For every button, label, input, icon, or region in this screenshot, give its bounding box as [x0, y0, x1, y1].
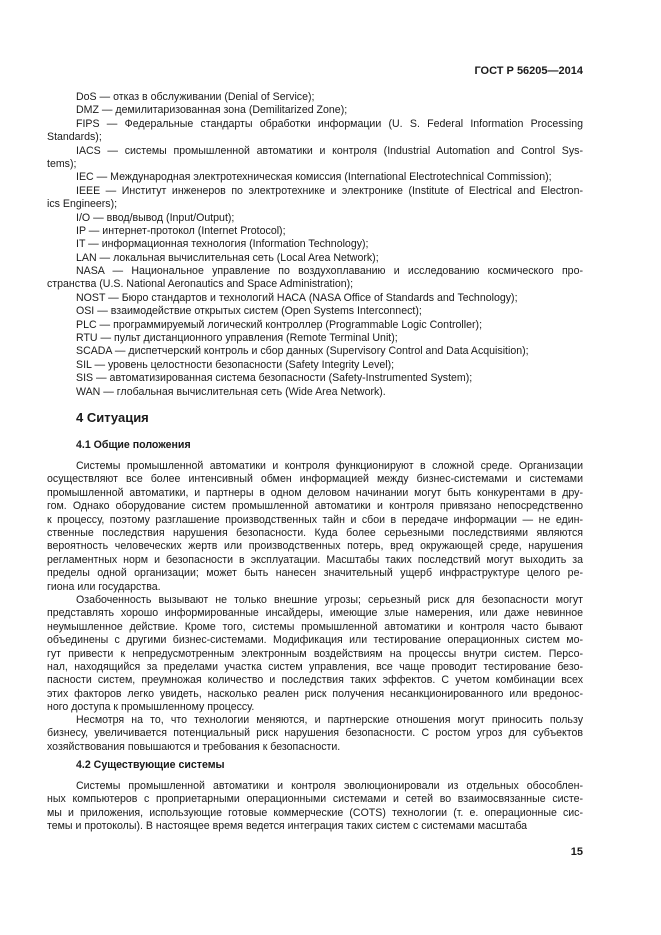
text-line: пределы одной организации; может быть нанесен значительный ущерб инфраструктуре целого ре-: [47, 567, 583, 580]
text-line: неумышленное действие. Кроме того, системы промышленной автоматики и контроля часто бывают: [47, 620, 583, 633]
text-line: гут привести к непредусмотренным электронным воздействиям на процессы внутри систем. Персо-: [47, 647, 583, 660]
paragraph-text: [47, 780, 583, 834]
abbreviation-entry: [47, 212, 583, 225]
abbreviation-entry: [47, 319, 583, 332]
text-line: гиона или государства.: [47, 580, 161, 593]
abbreviation-entry: [47, 265, 583, 292]
paragraph: [47, 714, 583, 754]
text-line: Системы промышленной автоматики и контроля эволюционировали из отдельных обособлен-: [76, 780, 583, 792]
abbreviation-entry: [47, 238, 583, 251]
paragraph: [47, 460, 583, 594]
paragraph-text: [47, 460, 583, 594]
abbreviation-list: [47, 91, 583, 399]
abbreviation-entry: [47, 145, 583, 172]
text-line: объединены с другими бизнес-системами. Модификация или тестирование операционных систем мо-: [47, 634, 583, 647]
text-line: DMZ — демилитаризованная зона (Demilitarized Zone);: [76, 104, 348, 117]
text-line: SIL — уровень целостности безопасности (Safety Integrity Level);: [76, 358, 395, 371]
text-line: странства (U.S. National Aeronautics and Space Administration);: [47, 278, 354, 291]
text-line: RTU — пульт дистанционного управления (Remote Terminal Unit);: [76, 332, 398, 345]
paragraph: [47, 780, 583, 834]
text-line: I/O — ввод/вывод (Input/Output);: [76, 211, 235, 224]
text-line: хозяйствования повышаются и требования к безопасности.: [47, 740, 341, 753]
abbreviation-entry: [47, 104, 583, 117]
text-line: Несмотря на то, что технологии меняются, и партнерские отношения могут приносить пользу: [76, 714, 583, 726]
text-line: промышленной автоматики, и партнеры в одном деловом начинании могут быть конкурентами в дру-: [47, 486, 583, 499]
text-line: Озабоченность вызывают не только внешние угрозы; серьезный риск для безопасности могут: [76, 594, 583, 606]
abbreviation-entry: [47, 91, 583, 104]
text-line: NASA — Национальное управление по воздухоплаванию и исследованию космического про-: [76, 265, 583, 278]
text-line: SIS — автоматизированная система безопасности (Safety-Instrumented System);: [76, 372, 473, 385]
abbreviation-entry: [47, 372, 583, 385]
abbreviation-entry: [47, 118, 583, 145]
subsection-heading-4-2: 4.2 Существующие системы: [76, 759, 225, 771]
abbreviation-entry: [47, 386, 583, 399]
text-line: регламентных норм и безопасности в эксплуатации. Масштабы таких последствий могут выходить за: [47, 553, 583, 566]
abbreviation-entry: [47, 225, 583, 238]
text-line: представлять хорошо информированные инсайдеры, имеющие злые намерения, или даже невинное: [47, 607, 583, 620]
text-line: вероятность человеческих жертв или производственных потерь, вред окружающей среде, нарушения: [47, 540, 583, 553]
text-line: ного доступа к промышленному процессу.: [47, 701, 255, 714]
paragraph-text: [47, 714, 583, 754]
abbreviation-entry: [47, 292, 583, 305]
abbreviation-entry: [47, 359, 583, 372]
text-line: LAN — локальная вычислительная сеть (Local Area Network);: [76, 251, 379, 264]
abbreviation-entry: [47, 185, 583, 212]
text-line: гом. Однако оборудование систем промышленной автоматики и контроля привязано непосредственно: [47, 500, 583, 513]
text-line: SCADA — диспетчерский контроль и сбор данных (Supervisory Control and Data Acquisition);: [76, 345, 529, 358]
text-line: IEEE — Институт инженеров по электротехнике и электронике (Institute of Electrical and Electron-: [76, 184, 583, 197]
text-line: ных компьютеров с проприетарными операционными системами и сетей во взаимосвязанные систе-: [47, 793, 583, 806]
text-line: к процессу, поэтому разглашение производственных тайн и сбои в передаче информации — не един-: [47, 513, 583, 526]
text-line: PLC — программируемый логический контроллер (Programmable Logic Controller);: [76, 318, 483, 331]
text-line: нал, находящийся за пределами участка систем управления, все чаще проводит тестирование безо-: [47, 660, 583, 673]
text-line: IACS — системы промышленной автоматики и контроля (Industrial Automation and Control Sys-: [76, 144, 583, 157]
text-line: IT — информационная технология (Information Technology);: [76, 238, 369, 251]
paragraph-text: [47, 594, 583, 715]
abbreviation-entry: [47, 252, 583, 265]
section-heading: 4 Ситуация: [76, 410, 149, 425]
text-line: ics Engineers);: [47, 198, 118, 211]
text-line: FIPS — Федеральные стандарты обработки информации (U. S. Federal Information Processing: [76, 117, 583, 130]
text-line: Системы промышленной автоматики и контроля функционируют в сложной среде. Организации: [76, 460, 583, 472]
text-line: WAN — глобальная вычислительная сеть (Wide Area Network).: [76, 385, 386, 398]
text-line: пасности систем, преумножая количество и последствия таких эффектов. С учетом комбинации всех: [47, 674, 583, 687]
text-line: темы и протоколы). В настоящее время ведется интеграция таких систем с системами масштаба: [47, 820, 528, 833]
abbreviation-entry: [47, 305, 583, 318]
text-line: DoS — отказ в обслуживании (Denial of Service);: [76, 91, 315, 103]
paragraph: [47, 594, 583, 715]
text-line: Standards);: [47, 131, 102, 144]
text-line: tems);: [47, 157, 77, 170]
document-id-header: ГОСТ Р 56205—2014: [474, 65, 583, 77]
text-line: IEC — Международная электротехническая комиссия (International Electrotechnical Commission);: [76, 171, 552, 184]
subsection-heading-4-1: 4.1 Общие положения: [76, 439, 191, 451]
abbreviation-entry: [47, 345, 583, 358]
text-line: осуществляют все более интенсивный обмен информацией между бизнес-системами и системами: [47, 473, 583, 486]
page-number: 15: [570, 846, 583, 858]
text-line: этих факторов легко увидеть, насколько реален риск получения несанкционированного или вредонос-: [47, 687, 583, 700]
abbreviation-entry: [47, 332, 583, 345]
text-line: NOST — Бюро стандартов и технологий НАСА (NASA Office of Standards and Technology);: [76, 291, 518, 304]
text-line: мы и приложения, использующие готовые коммерческие (COTS) технологии (т. е. операционные сис-: [47, 806, 583, 819]
text-line: IP — интернет-протокол (Internet Protocol);: [76, 224, 286, 237]
abbreviation-entry: [47, 171, 583, 184]
text-line: OSI — взаимодействие открытых систем (Open Systems Interconnect);: [76, 305, 422, 318]
text-line: ственные последствия нарушения безопасности. Куда более серьезными последствиями являются: [47, 526, 583, 539]
text-line: бизнесу, увеличивается потенциальный риск нарушения безопасности. С ростом угроз для субъектов: [47, 727, 583, 740]
